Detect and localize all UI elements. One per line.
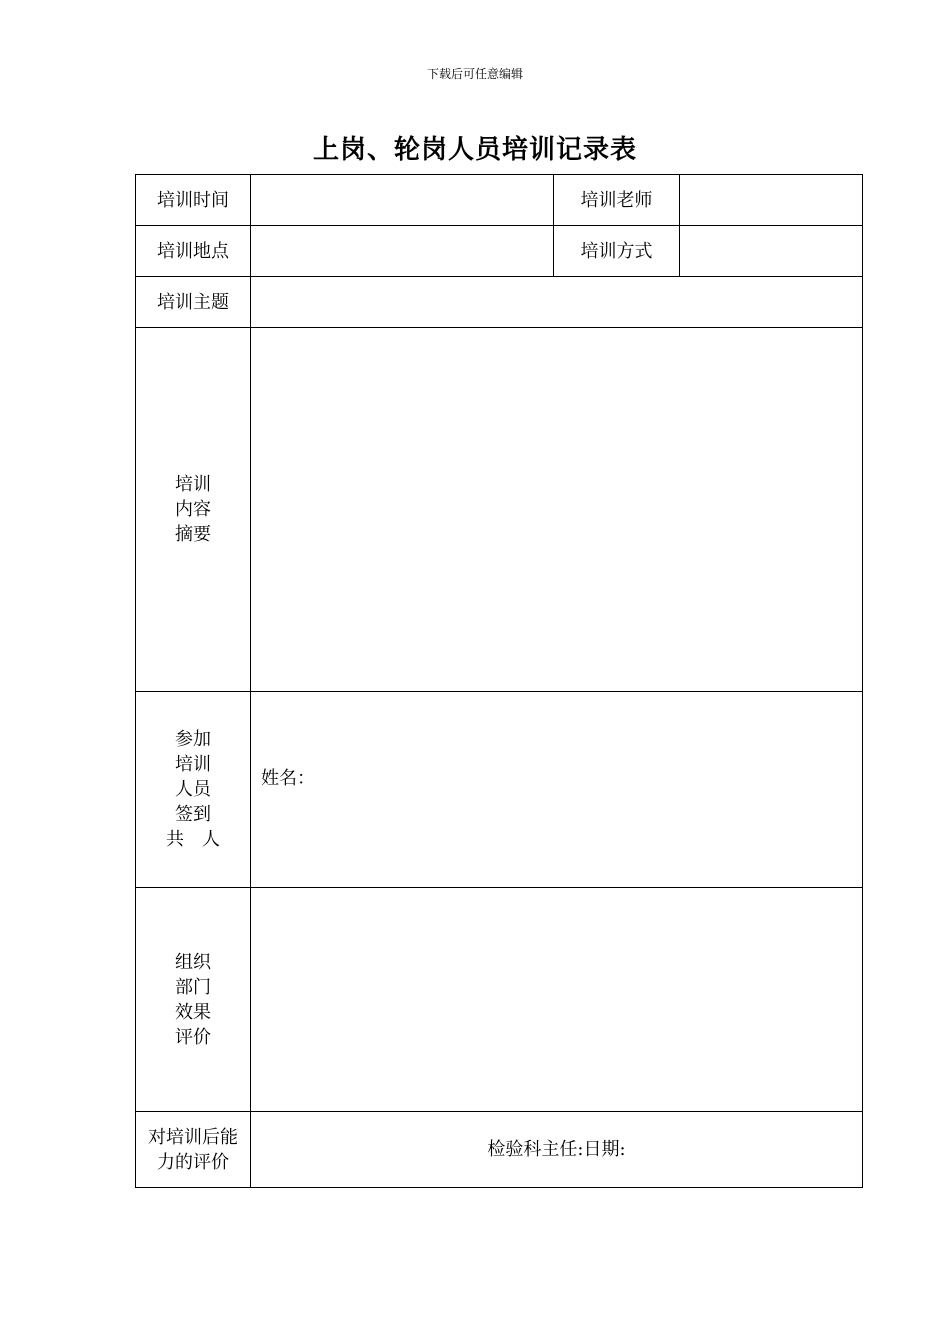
- row-ability-evaluation: [136, 1112, 863, 1188]
- row-content-summary: [136, 328, 863, 692]
- header-note: 下载后可任意编辑: [426, 67, 523, 81]
- training-time-label: 培训时间: [136, 175, 251, 226]
- content-summary-label-line: 内容: [175, 499, 211, 520]
- evaluation-label-line: 组织: [175, 951, 211, 973]
- attendees-sign-field[interactable]: [251, 692, 863, 888]
- evaluation-label-line: 评价: [175, 1026, 211, 1048]
- trainer-field[interactable]: [680, 175, 863, 226]
- evaluation-label-line: 部门: [175, 976, 211, 998]
- content-summary-label: [136, 328, 251, 692]
- attendees-count-line: 共 人: [166, 829, 220, 850]
- ability-evaluation-label-line: 力的评价: [157, 1151, 229, 1173]
- evaluation-field[interactable]: [251, 888, 863, 1112]
- attendees-label-line: 人员: [175, 779, 211, 800]
- attendee-name-label: 姓名：: [261, 768, 315, 789]
- content-summary-label-line: 摘要: [175, 524, 211, 545]
- row-evaluation: [136, 888, 863, 1112]
- trainer-label: 培训老师: [554, 175, 680, 226]
- director-signature-date[interactable]: 检验科主任:日期:: [251, 1112, 863, 1188]
- ability-evaluation-label: [136, 1112, 251, 1188]
- method-label: 培训方式: [554, 226, 680, 277]
- row-time-trainer: [136, 175, 863, 226]
- content-summary-field[interactable]: [251, 328, 863, 692]
- evaluation-label: [136, 888, 251, 1112]
- training-time-field[interactable]: [251, 175, 554, 226]
- topic-label: 培训主题: [136, 277, 251, 328]
- document-title: 上岗、轮岗人员培训记录表: [312, 135, 637, 165]
- training-record-table: [135, 174, 863, 1188]
- method-field[interactable]: [680, 226, 863, 277]
- ability-evaluation-label-line: 对培训后能: [148, 1126, 238, 1148]
- location-label: 培训地点: [136, 226, 251, 277]
- location-field[interactable]: [251, 226, 554, 277]
- row-attendees: [136, 692, 863, 888]
- row-location-method: [136, 226, 863, 277]
- attendees-label-line: 培训: [175, 754, 211, 775]
- attendees-label-line: 参加: [175, 729, 211, 750]
- attendees-label: [136, 692, 251, 888]
- topic-field[interactable]: [251, 277, 863, 328]
- row-topic: [136, 277, 863, 328]
- evaluation-label-line: 效果: [175, 1001, 211, 1023]
- attendees-label-line: 签到: [175, 804, 211, 825]
- content-summary-label-line: 培训: [175, 474, 211, 495]
